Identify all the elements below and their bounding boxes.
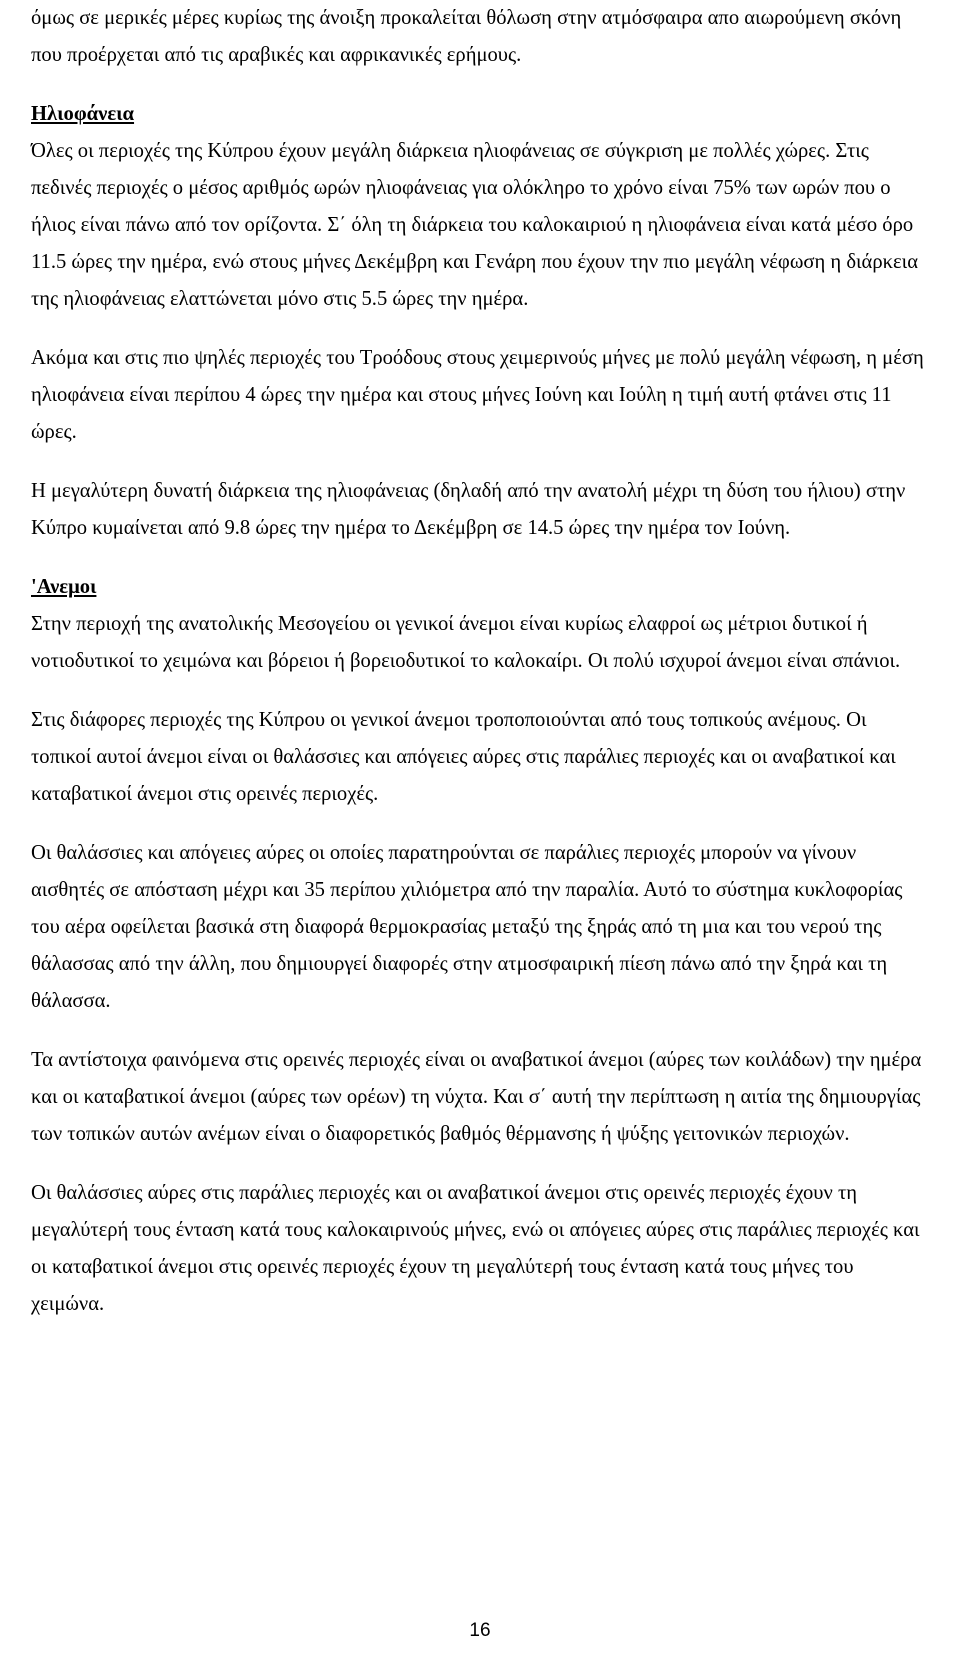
sunshine-paragraph-2: Ακόμα και στις πιο ψηλές περιοχές του Τροόδους στους χειμερινούς μήνες με πολύ μεγάλη νέφωση, η μέση ηλιοφάνεια είναι περίπου 4 ώρες την ημέρα και στους μήνες Ιούνη και Ιούλη η τιμή αυτή φτάνει στις 11 ώρες.: [31, 347, 924, 443]
winds-paragraph-2: Στις διάφορες περιοχές της Κύπρου οι γενικοί άνεμοι τροποποιούνται από τους τοπικούς ανέμους. Οι τοπικοί αυτοί άνεμοι είναι οι θαλάσσιες και απόγειες αύρες στις παράλιες περιοχές και οι αναβατικοί και καταβατικοί άνεμοι στις ορεινές περιοχές.: [31, 709, 896, 805]
sunshine-paragraph-1: Όλες οι περιοχές της Κύπρου έχουν μεγάλη διάρκεια ηλιοφάνειας σε σύγκριση με πολλές χώρες. Στις πεδινές περιοχές ο μέσος αριθμός ωρών ηλιοφάνειας για ολόκληρο το χρόνο είναι 75% των ωρών που ο ήλιος είναι πάνω από τον ορίζοντα. Σ΄ όλη τη διάρκεια του καλοκαιριού η ηλιοφάνεια είναι κατά μέσο όρο 11.5 ώρες την ημέρα, ενώ στους μήνες Δεκέμβρη και Γενάρη που έχουν την πιο μεγάλη νέφωση η διάρκεια της ηλιοφάνειας ελαττώνεται μόνο στις 5.5 ώρες την ημέρα.: [31, 140, 918, 310]
intro-continuation-paragraph: όμως σε μερικές μέρες κυρίως της άνοιξη προκαλείται θόλωση στην ατμόσφαιρα απο αιωρούμενη σκόνη που προέρχεται από τις αραβικές και αφρικανικές ερήμους.: [31, 7, 902, 66]
page-number: 16: [469, 1620, 491, 1641]
winds-paragraph-3: Οι θαλάσσιες και απόγειες αύρες οι οποίες παρατηρούνται σε παράλιες περιοχές μπορούν να γίνουν αισθητές σε απόσταση μέχρι και 35 περίπου χιλιόμετρα από την παραλία. Αυτό το σύστημα κυκλοφορίας του αέρα οφείλεται βασικά στη διαφορά θερμοκρασίας μεταξύ της ξηράς από τη μια και του νερού της θάλασσας από την άλλη, που δημιουργεί διαφορές στην ατμοσφαιρική πίεση πάνω από την ξηρά και τη θάλασσα.: [31, 842, 903, 1012]
winds-paragraph-5: Οι θαλάσσιες αύρες στις παράλιες περιοχές και οι αναβατικοί άνεμοι στις ορεινές περιοχές έχουν τη μεγαλύτερή τους ένταση κατά τους καλοκαιρινούς μήνες, ενώ οι απόγειες αύρες στις παράλιες περιοχές και οι καταβατικοί άνεμοι στις ορεινές περιοχές έχουν τη μεγαλύτερή τους ένταση κατά τους μήνες του χειμώνα.: [31, 1182, 920, 1315]
winds-paragraph-4: Τα αντίστοιχα φαινόμενα στις ορεινές περιοχές είναι οι αναβατικοί άνεμοι (αύρες των κοιλάδων) την ημέρα και οι καταβατικοί άνεμοι (αύρες των ορέων) τη νύχτα. Και σ΄ αυτή την περίπτωση η αιτία της δημιουργίας των τοπικών αυτών ανέμων είναι ο διαφορετικός βαθμός θέρμανσης ή ψύξης γειτονικών περιοχών.: [31, 1049, 922, 1145]
sunshine-paragraph-3: Η μεγαλύτερη δυνατή διάρκεια της ηλιοφάνειας (δηλαδή από την ανατολή μέχρι τη δύση του ήλιου) στην Κύπρο κυμαίνεται από 9.8 ώρες την ημέρα το Δεκέμβρη σε 14.5 ώρες την ημέρα τον Ιούνη.: [31, 480, 906, 539]
winds-heading: 'Ανεμοι: [31, 576, 97, 598]
page-body: [31, 0, 931, 1323]
sunshine-heading: Ηλιοφάνεια: [31, 103, 135, 125]
winds-paragraph-1: Στην περιοχή της ανατολικής Μεσογείου οι γενικοί άνεμοι είναι κυρίως ελαφροί ως μέτριοι δυτικοί ή νοτιοδυτικοί το χειμώνα και βόρειοι ή βορειοδυτικοί το καλοκαίρι. Οι πολύ ισχυροί άνεμοι είναι σπάνιοι.: [31, 613, 901, 672]
